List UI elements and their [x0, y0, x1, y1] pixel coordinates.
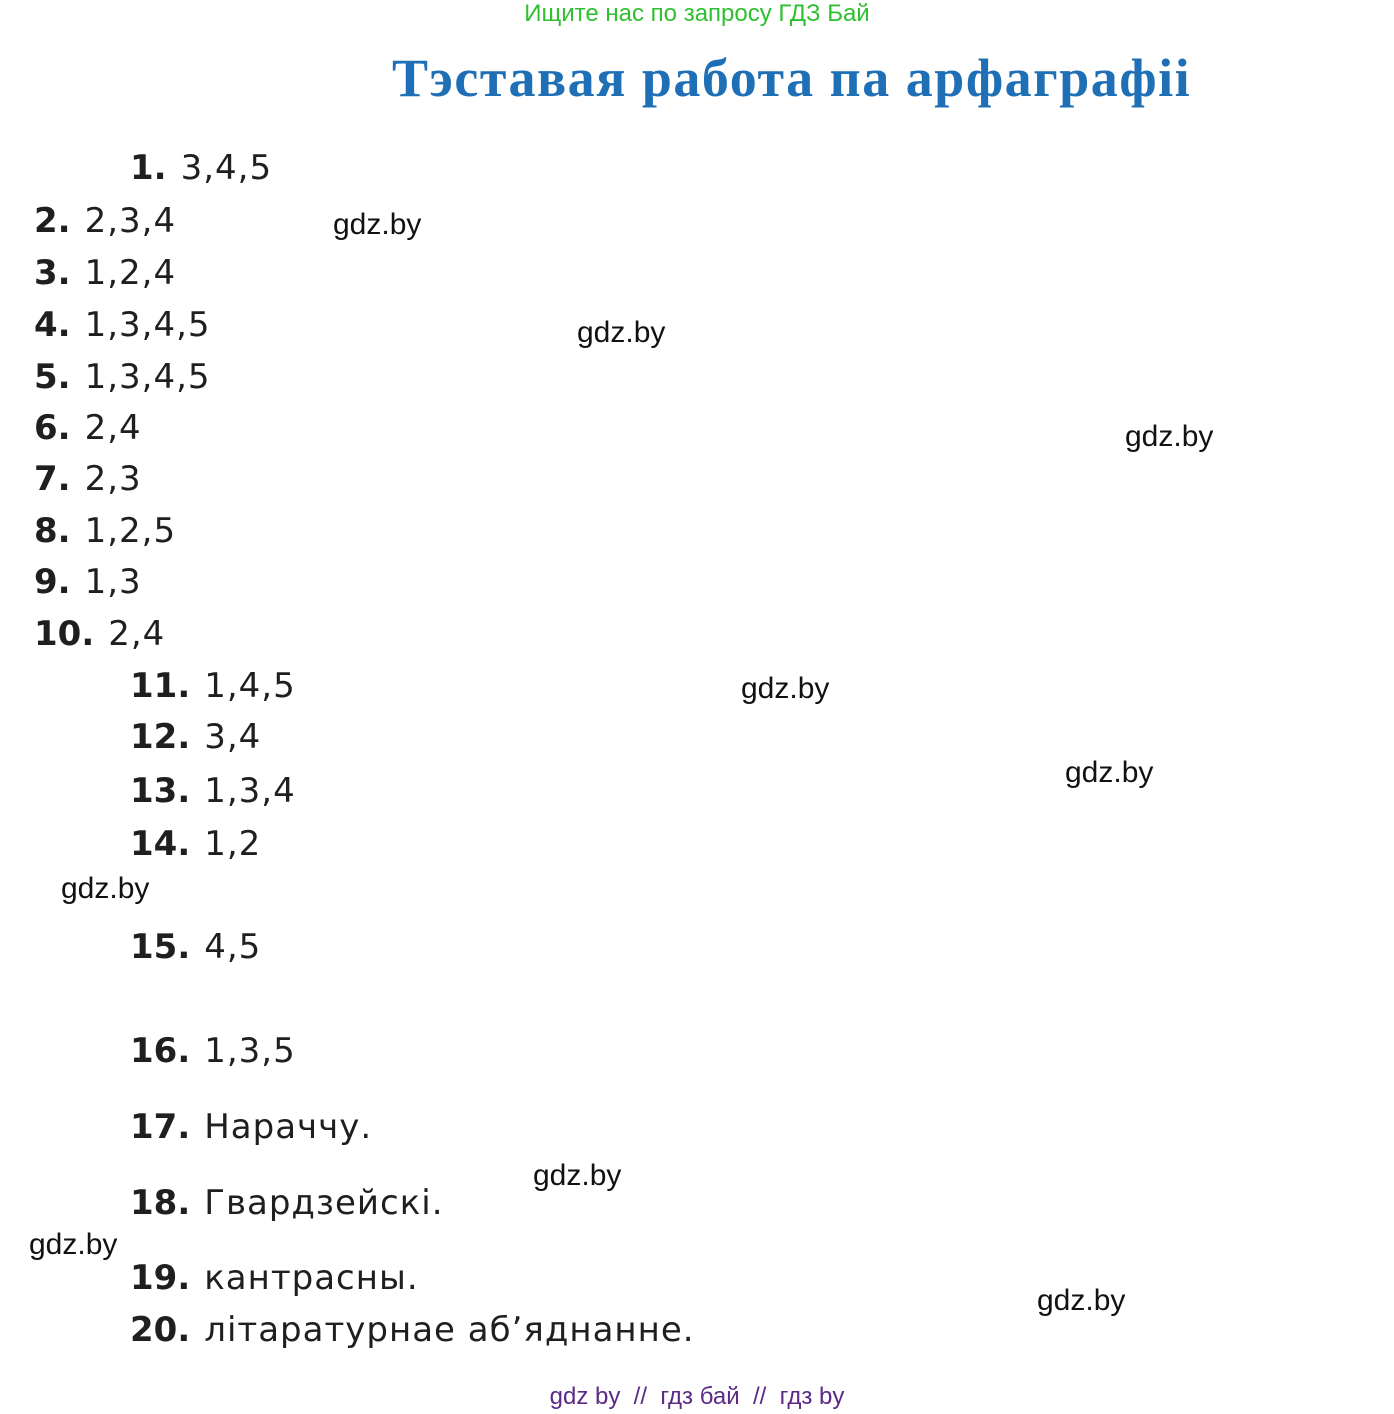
answer-value: кантрасны.	[204, 1258, 419, 1298]
watermark: gdz.by	[29, 1228, 118, 1261]
answer-5	[34, 357, 211, 397]
answer-8	[34, 511, 176, 551]
answer-4	[34, 305, 211, 345]
watermark: gdz.by	[1125, 420, 1214, 453]
answer-3	[34, 253, 176, 293]
answer-number: 5.	[34, 357, 71, 397]
answer-value: 1,2	[204, 824, 262, 864]
answer-6	[34, 408, 142, 448]
answer-number: 4.	[34, 305, 71, 345]
page-title: Тэставая работа па арфаграфіі	[392, 48, 1192, 108]
answer-16	[130, 1031, 296, 1071]
answer-1	[130, 148, 272, 188]
answer-number: 12.	[130, 717, 191, 757]
answer-14	[130, 824, 261, 864]
answer-value: 4,5	[204, 927, 262, 967]
answer-value: 3,4,5	[180, 148, 273, 188]
answer-11	[130, 666, 296, 706]
answer-12	[130, 717, 261, 757]
answer-value: 1,2,5	[84, 511, 177, 551]
answer-19	[130, 1258, 419, 1298]
answer-number: 11.	[130, 666, 191, 706]
answer-7	[34, 459, 142, 499]
answer-number: 14.	[130, 824, 191, 864]
answer-2	[34, 201, 176, 241]
answer-number: 7.	[34, 459, 71, 499]
answer-number: 2.	[34, 201, 71, 241]
answer-value: 1,3,4	[204, 771, 296, 811]
answer-13	[130, 771, 296, 811]
answer-number: 6.	[34, 408, 71, 448]
answer-value: 1,3,4,5	[84, 357, 211, 397]
answer-value: 1,2,4	[84, 253, 177, 293]
watermark: gdz.by	[1037, 1284, 1126, 1317]
answer-value: 2,4	[84, 408, 142, 448]
answer-number: 20.	[130, 1310, 191, 1350]
answer-number: 10.	[34, 614, 95, 654]
answer-value: 2,3,4	[84, 201, 177, 241]
answer-17	[130, 1107, 372, 1147]
answer-9	[34, 562, 142, 602]
answer-18	[130, 1183, 444, 1223]
answer-value: літаратурнае аб’яднанне.	[204, 1310, 695, 1350]
answer-value: 2,4	[108, 614, 166, 654]
answer-number: 9.	[34, 562, 71, 602]
answer-number: 18.	[130, 1183, 191, 1223]
watermark: gdz.by	[1065, 756, 1154, 789]
answer-number: 17.	[130, 1107, 191, 1147]
answer-value: 1,3	[84, 562, 142, 602]
answer-number: 16.	[130, 1031, 191, 1071]
answer-value: 1,3,4,5	[84, 305, 211, 345]
top-banner: Ищите нас по запросу ГДЗ Бай	[524, 0, 870, 27]
answer-number: 19.	[130, 1258, 191, 1298]
answer-value: Гвардзейскі.	[204, 1183, 444, 1223]
watermark: gdz.by	[533, 1159, 622, 1192]
answer-value: 1,3,5	[204, 1031, 296, 1071]
answer-10	[34, 614, 165, 654]
answer-20	[130, 1310, 695, 1350]
watermark: gdz.by	[577, 316, 666, 349]
watermark: gdz.by	[61, 872, 150, 905]
footer-tagline: gdz by // гдз бай // гдз by	[549, 1383, 845, 1410]
answer-number: 1.	[130, 148, 167, 188]
answer-value: 1,4,5	[204, 666, 296, 706]
watermark: gdz.by	[333, 208, 422, 241]
answer-value: Нараччу.	[204, 1107, 373, 1147]
answer-value: 2,3	[84, 459, 142, 499]
answer-number: 3.	[34, 253, 71, 293]
answer-number: 8.	[34, 511, 71, 551]
watermark: gdz.by	[741, 672, 830, 705]
answer-15	[130, 927, 261, 967]
answer-number: 13.	[130, 771, 191, 811]
answer-number: 15.	[130, 927, 191, 967]
answer-value: 3,4	[204, 717, 262, 757]
